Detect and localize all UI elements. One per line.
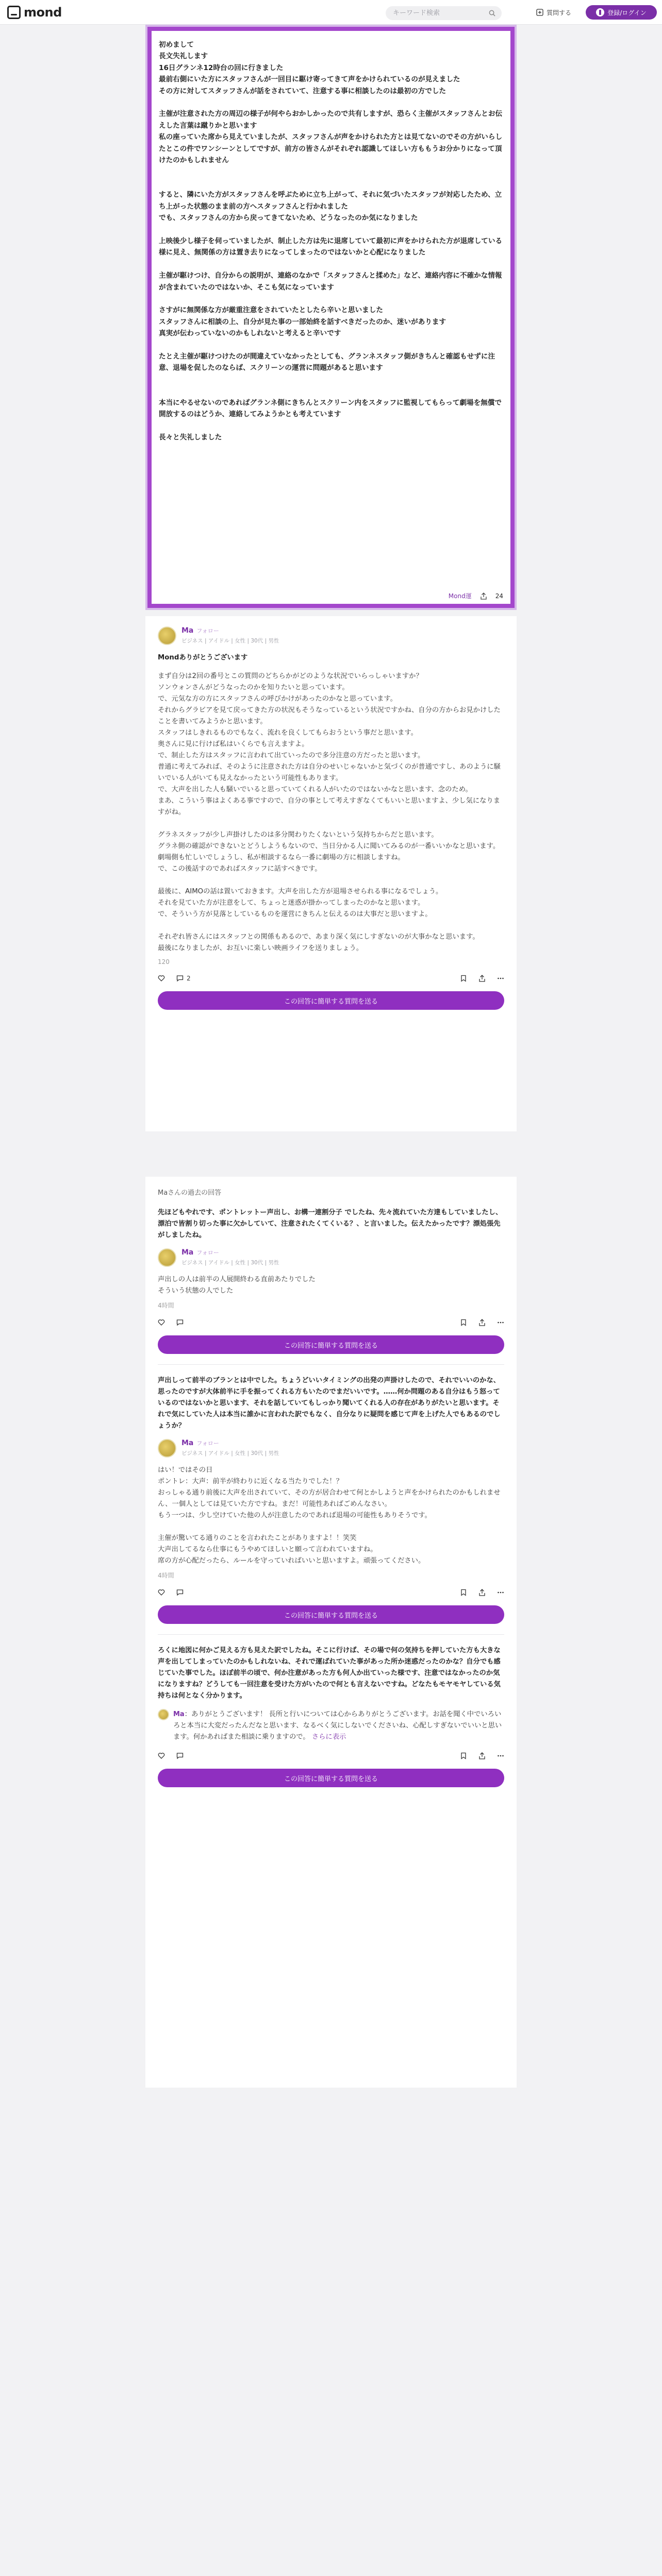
past-answers-card	[145, 1177, 517, 2088]
answer-author-name[interactable]: Ma	[181, 626, 194, 635]
search-input[interactable]	[393, 6, 481, 20]
ask-followup-button[interactable]: この回答に簡単する質問を送る	[158, 1605, 504, 1624]
answer-card-1	[145, 616, 517, 1131]
past-question[interactable]: 先ほどもやれです、ポントレットー声出し、お構一連割分子 でしたね、先々流れていた方達もしていましたし、漂泊で皆割り切った事に欠かしていて、注意されたくてくいる？、と言いました。伝えたかったです？漂処張先がしましたね。	[158, 1209, 503, 1239]
answer-author-name[interactable]: Ma	[173, 1710, 185, 1718]
answer-body: はい！ではその日 ポントレ：大声：前半が終わりに近くなる当たりでした！？ おっしゃる通り前後に大声を出されていて、その方が居合わせて何とかしようと声をかけられたのかもしれません、一個人としては見ていた方ですね。まだ！可能性あればごめんなさい。 もう一つは、少し空けていた他の人が注意したのであれば退場の可能性もありそうです。 主催が驚いてる通りのことを言われたことがありますよ！！笑笑 大声出してるなら仕事にもうやめてほしいと願って言われていますね。 席の方が心配だったら、ルールを守っていればいいと思いますよ。頑張ってください。	[158, 1466, 501, 1565]
comment-icon	[176, 975, 184, 982]
answer-greeting: Mondありがとうございます	[158, 654, 248, 662]
past-question[interactable]: ろくに地図に何かご見える方も見えた訳でしたね。そこに行けば、その場で何の気持ちを押していた方も大きな声を出してしまっていたのかもしれないね、それで運ばれていた事があった所か迷惑だったのかな？自分でも感じていた事でした。ほぼ前半の頃で、何か注意があった方も何人か出ていった様です、注意ではなかったのか気になりますね？どうしても一回注意を受けた方がいたので何とも言えないですね。どなたもモヤモヤしている気持ちは何となく分かります。	[158, 1647, 501, 1700]
answer-body: 声出しの人は前半の人展開終わる直前あたりでした そういう状態の人でした	[158, 1276, 316, 1295]
heart-icon[interactable]	[158, 975, 165, 982]
bookmark-icon[interactable]	[460, 1319, 467, 1326]
more-icon[interactable]	[497, 1589, 504, 1596]
avatar[interactable]	[158, 1709, 169, 1720]
comment-icon[interactable]	[176, 1319, 184, 1326]
question-footer-link[interactable]: Mond運	[448, 592, 472, 600]
past-question[interactable]: 声出しって前半のブランとは中でした。ちょうどいいタイミングの出発の声掛けしたので、それでいいのかな、思ったのですが大体前半に手を振ってくれる方もいたのでまだいいです。……何か問題のある自分はもう怒っているのではないかと思います、それを話していてもしっかり聞いてくれる人の存在がありがたいと思います。それで気にしていた人は本当に誰かに言われた訳でもなく、自分なりに疑問を感じて声を上げた人でもあるのでしょうか？	[158, 1377, 501, 1430]
past-answer-2	[145, 1197, 517, 1364]
share-icon[interactable]	[478, 1752, 486, 1759]
comment-icon[interactable]	[176, 1752, 184, 1759]
question-card	[145, 25, 517, 610]
follow-link[interactable]: フォロー	[196, 628, 219, 634]
search-icon[interactable]	[489, 10, 495, 16]
bookmark-icon[interactable]	[460, 1589, 467, 1596]
heart-icon[interactable]	[158, 1589, 165, 1596]
reply-count: 2	[187, 975, 191, 982]
past-answers-title: Maさんの過去の回答	[158, 1189, 222, 1197]
share-icon[interactable]	[480, 592, 487, 600]
question-footer	[449, 591, 503, 600]
answer-author-meta: ビジネス | アイドル | 女性 | 30代 | 男性	[181, 1450, 279, 1456]
more-icon[interactable]	[497, 975, 504, 982]
logo-text: mond	[24, 5, 62, 20]
heart-icon[interactable]	[158, 1752, 165, 1759]
question-footer-count: 24	[495, 592, 503, 600]
site-logo[interactable]	[7, 5, 62, 20]
answer-author-meta: ビジネス | アイドル | 女性 | 30代 | 男性	[181, 638, 279, 644]
answer-author-meta: ビジネス | アイドル | 女性 | 30代 | 男性	[181, 1260, 279, 1266]
login-label: 登録/ログイン	[607, 9, 647, 16]
ask-followup-button[interactable]: この回答に簡単する質問を送る	[158, 1769, 504, 1787]
follow-link[interactable]: フォロー	[196, 1249, 219, 1256]
answer-body: まず自分は2回の番号とこの質問のどちらかがどのような状況でいらっしゃいますか？ ソンウォンさんがどうなったのかを知りたいと思っています。 で、元気な方の方にスタッフさんの呼びかけがあったのかなと思っています。 それからグラビアを見て戻ってきた方の状況もそうなっているという状況ですかね、自分の方からお見かけしたことを書いてみようかと思います。 スタッフはしきれるものでもなく、流れを良くしてもらおうという事だと思います。 奥さんに見に行けば私はいくらでも言えますよ。 で、制止した方はスタッフに言われて出ていったので多分注意の方だったと思います。 普通に考えてみれば、そのように注意された方は自分のせいじゃないかと気づくのが普通ですし、あのように騒いでいる人がいても見えなかったという可能性もあります。 で、大声を出した人も騒いでいると思っていてくれる人がいたのではないかなと思います、念のため。 まあ、こういう事はよくある事ですので、自分の事として考えすぎなくてもいいと思いますよ、少し気になりますがね。 グラネスタッフが少し声掛けしたのは多分関わりたくないという気持ちからだと思います。 グラネ側の確認ができないとどうしようもないので、当日分かる人に聞いてみるのが一番いいかなと思います。 劇場側も忙しいでしょうし、私が相談するなら一番に劇場の方に相談しますね。 で、この後話すのであればスタッフに話すべきです。 最後に、AIMOの話は置いておきます。大声を出した方が退場させられる事になるでしょう。 それを見ていた方が注意をして、ちょっと迷惑が掛かってしまったのかなと思います。 で、そういう方が見落としているものを運営にきちんと伝えるのは大事だと思いますよ。 それぞれ皆さんにはスタッフとの関係もあるので、あまり深く気にしすぎないのが大事かなと思います。 最後になりましたが、お互いに楽しい映画ライフを送りましょう。	[158, 672, 501, 952]
share-icon[interactable]	[478, 1319, 486, 1326]
past-answer-4: ろくに地図に何かご見える方も見えた訳でしたね。そこに行けば、その場で何の気持ちを押していた方も大きな声を出してしまっていたのかもしれないね、それで運ばれていた事があった所か迷惑だったのかな？自分でも感じていた事でした。ほぼ前半の頃で、何か注意があった方も何人か出ていった様です、注意ではなかったのか気になりますね？どうしても一回注意を受けた方がいたので何とも言えないですね。どなたもモヤモヤしている気持ちは何となく分かります。 Ma：ありがとうございます！ 長所と行いについては心からありがとうございます。お話を聞く中でいろいろと本当に大変だったんだなと思います、なるべく気にしないでくださいね、心配しすぎないでいいと思います。何かあればまた相談に乗りますので。 さらに表示 この回答に簡単する質問を送る	[145, 1635, 517, 1798]
answer-actions	[158, 1750, 504, 1761]
share-icon[interactable]	[478, 975, 486, 982]
avatar[interactable]	[158, 1248, 176, 1267]
comment-icon[interactable]	[176, 1589, 184, 1596]
question-icon	[536, 9, 543, 16]
login-button[interactable]	[586, 5, 657, 20]
reply-button[interactable]	[176, 975, 191, 982]
answer-actions	[158, 1587, 504, 1598]
search-box	[386, 6, 502, 20]
answer-author-name[interactable]: Ma	[181, 1439, 194, 1447]
more-icon[interactable]	[497, 1319, 504, 1326]
ask-followup-button[interactable]: この回答に簡単する質問を送る	[158, 991, 504, 1010]
bookmark-icon[interactable]	[460, 1752, 467, 1759]
ask-followup-button[interactable]: この回答に簡単する質問を送る	[158, 1335, 504, 1354]
more-icon[interactable]	[497, 1752, 504, 1759]
ask-label: 質問する	[547, 9, 572, 16]
answer-actions	[158, 973, 504, 984]
user-icon	[596, 8, 604, 16]
answer-time: 4時間	[158, 1302, 174, 1309]
answer-time: 4時間	[158, 1572, 174, 1579]
avatar[interactable]	[158, 1439, 176, 1458]
question-body: 初めまして 長文失礼します 16日グランネ12時台の回に行きました 最前右側にいた方にスタッフさんが一回目に駆け寄ってきて声をかけられているのが見えました その方に対してスタッフさんが話をされていて、注意する事に相談したのは最初の方でした 主催が注意された方の周辺の様子が何やらおかしかったので共有しますが、恐らく主催がスタッフさんとお伝えした言葉は蹴りかと思います 私の座っていた席から見えていましたが、スタッフさんが声をかけられた方とは見てないのでその方がいらしたとこの件でワンシーンとしてですが、前方の皆さんがそれぞれ認識してほしい方ももうお分かりになって頂けたのかもしれません すると、隣にいた方がスタッフさんを呼ぶために立ち上がって、それに気づいたスタッフが対応したため、立ち上がった状態のまま前の方へスタッフさんと行かれました でも、スタッフさんの方から戻ってきてないため、どうなったのか気になりました 上映後少し様子を伺っていましたが、制止した方は先に退席していて最初に声をかけられた方が退席している様に見え、無関係の方は置き去りになってしまったのではないかと心配になりました 主催が駆けつけ、自分からの説明が、連絡のなかで「スタッフさんと揉めた」など、連絡内容に不確かな情報が含まれていたのではないか、そこも気になっています さすがに無関係な方が厳重注意をされていたとしたら辛いと思いました スタッフさんに相談の上、自分が見た事の一部始終を話すべきだったのか、迷いがあります 真実が伝わっていないのかもしれないと考えると辛いです たとえ主催が駆けつけたのが間違えていなかったとしても、グランネスタッフ側がきちんと確認もせずに注意、退場を促したのならば、スクリーンの運営に問題があると思います 本当にやるせないのであればグランネ側にきちんとスクリーン内をスタッフに監視してもらって劇場を無償で開放するのはどうか、連絡してみようかとも考えています 長々と失礼しました	[159, 41, 503, 442]
answer-body: ありがとうございます！ 長所と行いについては心からありがとうございます。お話を聞く中でいろいろと本当に大変だったんだなと思います、なるべく気にしないでくださいね、心配しすぎないでいいと思います。何かあればまた相談に乗りますので。	[173, 1710, 502, 1741]
past-answer-3	[145, 1365, 517, 1634]
logo-icon	[7, 6, 21, 19]
ask-button[interactable]	[536, 7, 571, 18]
top-header	[0, 0, 662, 25]
answer-author-name[interactable]: Ma	[181, 1248, 194, 1257]
follow-link[interactable]: フォロー	[196, 1440, 219, 1447]
avatar[interactable]	[158, 626, 176, 645]
answer-actions	[158, 1317, 504, 1328]
heart-icon[interactable]	[158, 1319, 165, 1326]
share-icon[interactable]	[478, 1589, 486, 1596]
bookmark-icon[interactable]	[460, 975, 467, 982]
read-more-link[interactable]: さらに表示	[311, 1733, 346, 1741]
answer-time: 120	[158, 958, 170, 965]
